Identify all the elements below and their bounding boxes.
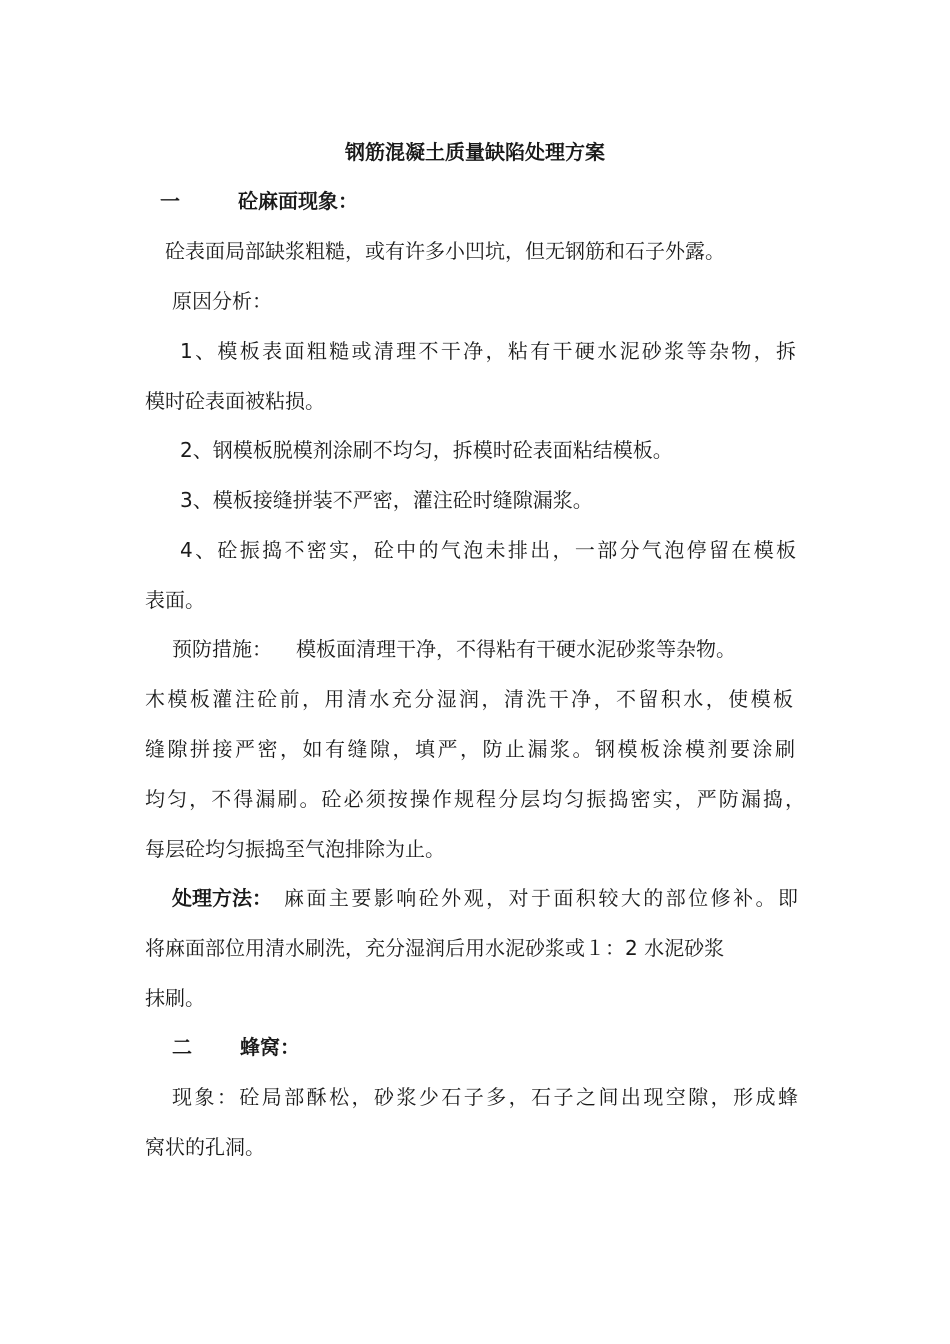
document-title: 钢筋混凝土质量缺陷处理方案 [345,140,605,164]
cause-3: 3、模板接缝拼装不严密，灌注砼时缝隙漏浆。 [180,488,593,512]
treatment-line-3: 抹刷。 [145,986,205,1010]
section-2-phenomenon-line-2: 窝状的孔洞。 [145,1135,265,1159]
cause-1-line-1: 1、模板表面粗糙或清理不干净，粘有干硬水泥砂浆等杂物，拆 [180,339,796,363]
cause-1-line-2: 模时砼表面被粘损。 [145,389,325,413]
section-1-number: 一 [160,189,180,213]
section-2-heading: 蜂窝： [240,1035,300,1059]
treatment-line-1: 麻面主要影响砼外观，对于面积较大的部位修补。即 [284,886,798,910]
prevention-line-2: 木模板灌注砼前，用清水充分湿润，清洗干净，不留积水，使模板 [145,687,793,711]
section-1-description: 砼表面局部缺浆粗糙，或有许多小凹坑，但无钢筋和石子外露。 [165,239,725,263]
section-1-heading: 砼麻面现象： [238,189,358,213]
section-2-number: 二 [172,1035,192,1059]
cause-4-line-2: 表面。 [145,588,205,612]
cause-label: 原因分析： [172,289,272,313]
cause-2: 2、钢模板脱模剂涂刷不均匀，拆模时砼表面粘结模板。 [180,438,673,462]
treatment-label: 处理方法： [172,886,272,910]
prevention-line-5: 每层砼均匀振捣至气泡排除为止。 [145,837,445,861]
prevention-line-1: 模板面清理干净，不得粘有干硬水泥砂浆等杂物。 [296,637,736,661]
prevention-line-4: 均匀，不得漏刷。砼必须按操作规程分层均匀振捣密实，严防漏捣， [145,787,805,811]
cause-4-line-1: 4、砼振捣不密实，砼中的气泡未排出，一部分气泡停留在模板 [180,538,796,562]
section-2-phenomenon-line-1: 现象：砼局部酥松，砂浆少石子多，石子之间出现空隙，形成蜂 [172,1085,798,1109]
prevention-label: 预防措施： [172,637,272,661]
treatment-line-2: 将麻面部位用清水刷洗，充分湿润后用水泥砂浆或１：2 水泥砂浆 [145,936,725,960]
prevention-line-3: 缝隙拼接严密，如有缝隙，填严，防止漏浆。钢模板涂模剂要涂刷 [145,737,795,761]
